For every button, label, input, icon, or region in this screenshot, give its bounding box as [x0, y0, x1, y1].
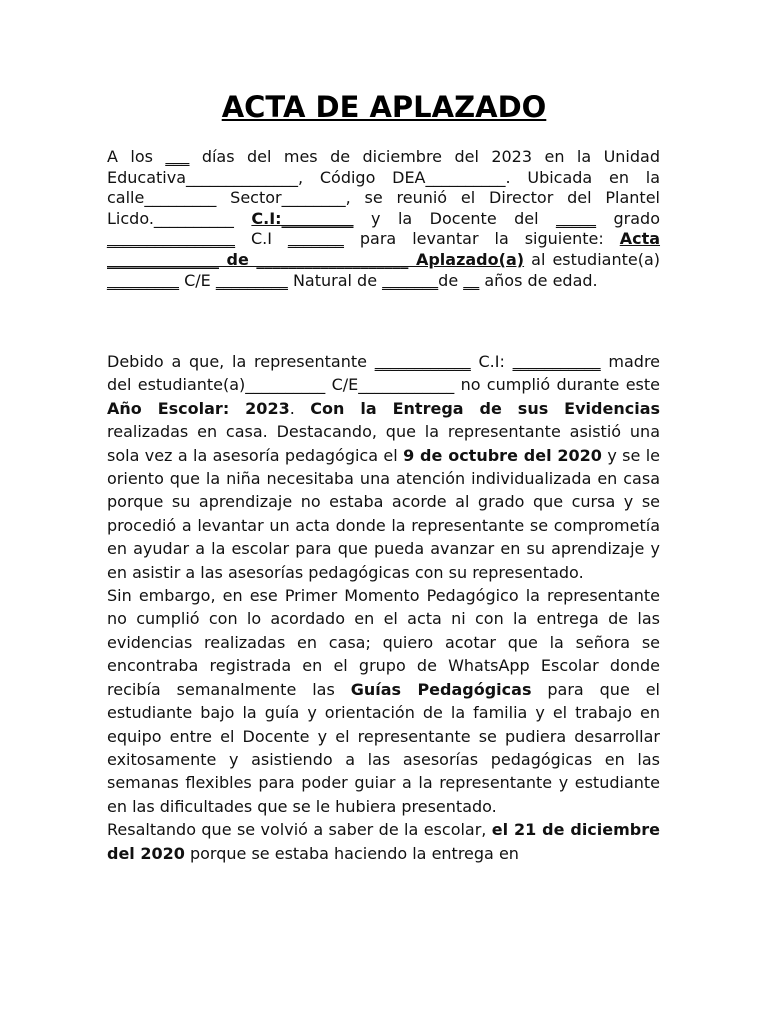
blank-age: __ [463, 270, 480, 290]
body-paragraph [107, 350, 660, 865]
guias-label: Guías Pedagógicas [350, 679, 532, 699]
text-run: Resaltando que se volvió a saber de la escolar, [107, 820, 487, 840]
school-year-label: Año Escolar: 2023 [107, 398, 290, 418]
text-run: y se le oriento que la niña necesitaba una atención individualizada en casa porque su aprendizaje no estaba acorde al grado que cursa y se procedió a levantar un acta donde la representante se comprometía en ayudar a la escolar para que pueda avanzar en su aprendizaje y en asistir a las asesorías pedagógicas con su representado. [107, 445, 661, 582]
intro-paragraph [107, 147, 660, 291]
blank-grade: _____ [556, 208, 597, 228]
text-run: grado [613, 208, 660, 228]
text-run: madre del estudiante(a)__________ C/E____________ no cumplió durante este [107, 352, 661, 395]
blank-ce: _________ [215, 270, 288, 290]
blank-representative-ci: ___________ [512, 352, 601, 371]
text-run: C.I: [478, 352, 505, 371]
blank-day: ___ [165, 147, 190, 166]
text-run: años de edad. [484, 270, 598, 290]
text-run: C.I [250, 229, 272, 249]
blank-docente-ci: _______ [287, 229, 344, 249]
text-run: para que el estudiante bajo la guía y orientación de la familia y el trabajo en equipo entre el Docente y el representante se pudiera desarrollar exitosamente y asistiendo a las asesorías pedagógicas en las semanas flexibles para poder guiar a la representante y estudiante en las dificultades que se le hubiera presentado. [107, 679, 660, 816]
text-run: A los [107, 147, 153, 166]
date-october: 9 de octubre del 2020 [403, 445, 602, 465]
date-december: el 21 de diciembre del 2020 [107, 820, 660, 863]
text-run: al estudiante(a) [531, 249, 661, 269]
acta-aplazado-label: Acta ______________ de ___________________ Aplazado(a) [107, 229, 661, 269]
text-run: Sin embargo, en ese Primer Momento Pedagógico la representante no cumplió con lo acordado en el acta ni con la entrega de las evidencias realizadas en casa; quiero acotar que la señora se encontraba registrada en el grupo de WhatsApp Escolar donde recibía semanalmente las [107, 586, 660, 699]
text-run: para levantar la siguiente: [359, 229, 604, 249]
blank-grade-name: ________________ [107, 229, 235, 249]
text-run: realizadas en casa. Destacando, que la representante asistió una sola vez a la asesoría pedagógica el [107, 422, 660, 465]
text-run: de [438, 270, 459, 290]
text-run: . [289, 398, 295, 418]
text-run: Natural de [292, 270, 378, 290]
text-run: porque se estaba haciendo la entrega en [189, 843, 519, 863]
evidencias-label: Con la Entrega de sus Evidencias [310, 398, 661, 418]
blank-representative: ____________ [374, 352, 471, 371]
document-title: ACTA DE APLAZADO [221, 90, 547, 124]
director-ci: C.I:_________ [251, 208, 354, 228]
text-run: C/E [184, 270, 211, 290]
text-run: Debido a que, la representante [107, 352, 367, 371]
blank-birthplace: _______ [382, 270, 439, 290]
blank-student: _________ [107, 270, 179, 290]
text-run: días del mes de diciembre del 2023 en la Unidad Educativa______________, Código DEA__________. Ubicada en la calle_________ Sector________, se reunió el Director del Plantel Licdo.__________ [107, 147, 660, 228]
text-run: y la Docente del [371, 208, 539, 228]
